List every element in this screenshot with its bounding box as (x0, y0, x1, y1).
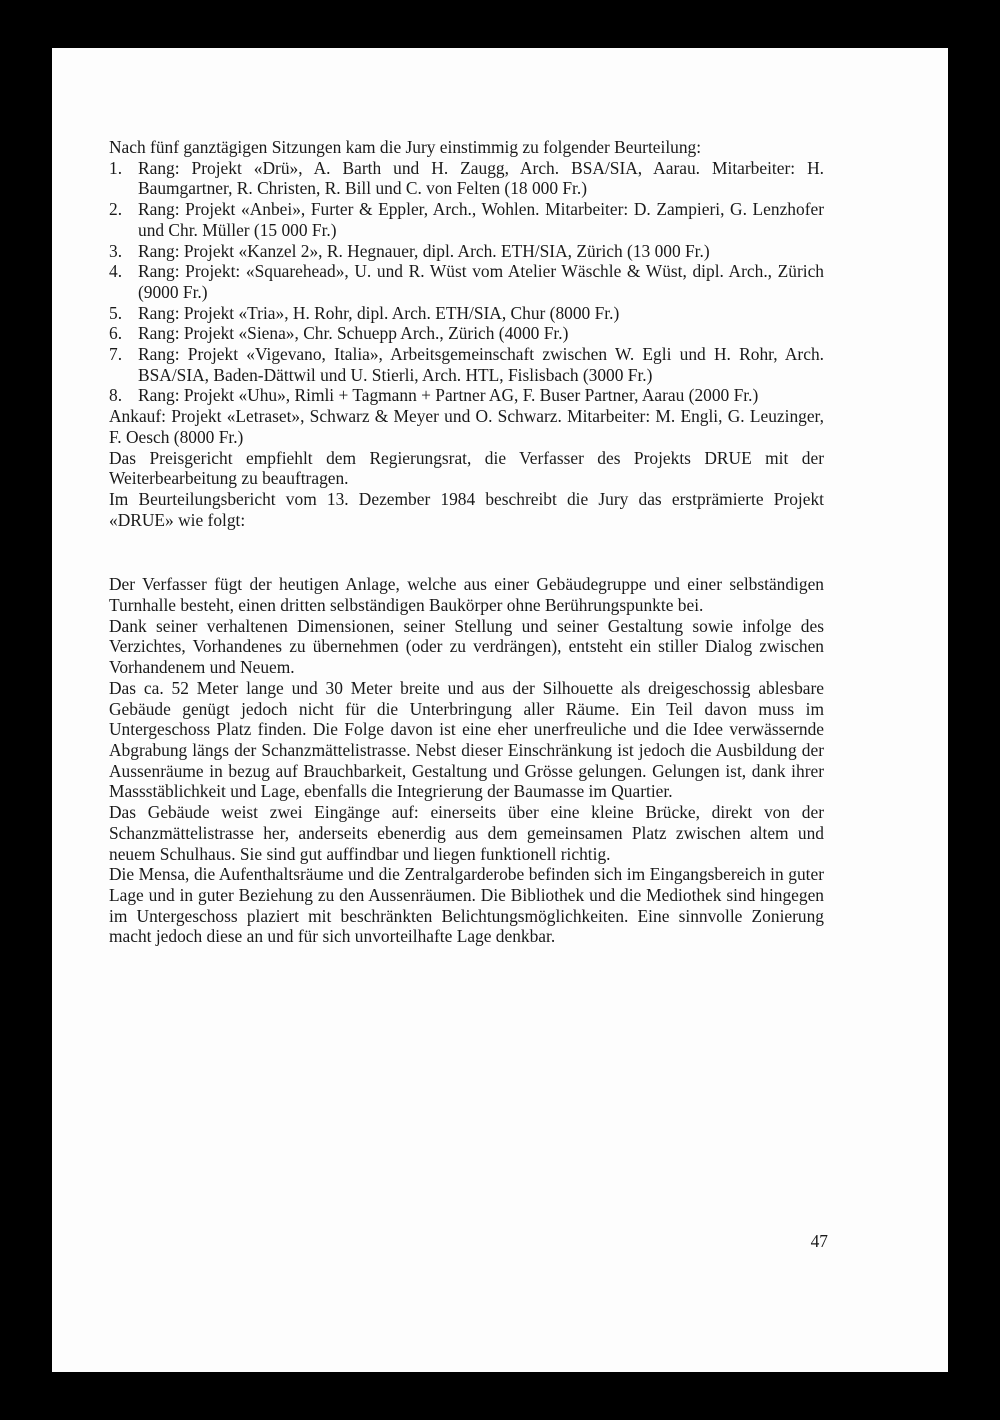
ranking-text: Rang: Projekt: «Squarehead», U. und R. Wüst vom Atelier Wäschle & Wüst, dipl. Arch., Zürich (9000 Fr.) (138, 261, 824, 302)
report-paragraph: Das Gebäude weist zwei Eingänge auf: einerseits über eine kleine Brücke, direkt von der Schanzmättelistrasse her, anderseits ebenerdig aus dem gemeinsamen Platz zwischen altem und neuem Schulhaus. Sie sind gut auffindbar und liegen funktionell richtig. (109, 802, 824, 864)
section-gap (109, 530, 824, 574)
report-paragraph: Die Mensa, die Aufenthaltsräume und die Zentralgarderobe befinden sich im Eingangsbereich in guter Lage und in guter Beziehung zu den Aussenräumen. Die Bibliothek und die Mediothek sind hingegen im Untergeschoss plaziert mit beschränkten Belichtungsmöglichkeiten. Eine sinnvolle Zonierung macht jedoch diese an und für sich unvorteilhafte Lage denkbar. (109, 864, 824, 947)
ranking-number: 8. (109, 385, 123, 406)
report-paragraph: Dank seiner verhaltenen Dimensionen, seiner Stellung und seiner Gestaltung sowie infolge des Verzichtes, Vorhandenes zu übernehmen (oder zu verdrängen), entsteht ein stiller Dialog zwischen Vorhandenem und Neuem. (109, 615, 824, 678)
ranking-item-3 (109, 241, 824, 262)
recommendation-paragraph: Das Preisgericht empfiehlt dem Regierungsrat, die Verfasser des Projekts DRUE mit der Weiterbearbeitung zu beauftragen. (109, 447, 824, 489)
ranking-list (109, 158, 824, 406)
ranking-text: Rang: Projekt «Uhu», Rimli + Tagmann + Partner AG, F. Buser Partner, Aarau (2000 Fr.) (138, 385, 759, 406)
document-page (52, 48, 948, 1372)
report-paragraph: Der Verfasser fügt der heutigen Anlage, welche aus einer Gebäudegruppe und einer selbständigen Turnhalle besteht, einen dritten selbständigen Baukörper ohne Berührungspunkte bei. (109, 574, 824, 616)
ranking-text: Rang: Projekt «Kanzel 2», R. Hegnauer, dipl. Arch. ETH/SIA, Zürich (13 000 Fr.) (138, 240, 710, 261)
ranking-item-2 (109, 199, 824, 240)
jury-report (109, 574, 824, 947)
ranking-text: Rang: Projekt «Anbei», Furter & Eppler, Arch., Wohlen. Mitarbeiter: D. Zampieri, G. Lenzhofer und Chr. Müller (15 000 Fr.) (138, 199, 824, 240)
ranking-text: Rang: Projekt «Siena», Chr. Schuepp Arch., Zürich (4000 Fr.) (138, 323, 569, 344)
ranking-item-7 (109, 344, 824, 385)
ranking-number: 2. (109, 199, 123, 220)
ranking-item-1 (109, 158, 824, 199)
page-number: 47 (810, 1231, 828, 1251)
ranking-item-4 (109, 261, 824, 302)
ranking-number: 6. (109, 323, 123, 344)
ranking-number: 3. (109, 240, 123, 261)
ranking-number: 5. (109, 302, 123, 323)
body-text (109, 137, 824, 947)
ranking-text: Rang: Projekt «Tria», H. Rohr, dipl. Arch. ETH/SIA, Chur (8000 Fr.) (138, 302, 620, 323)
ranking-number: 1. (109, 157, 123, 178)
ranking-number: 7. (109, 344, 123, 365)
ranking-text: Rang: Projekt «Drü», A. Barth und H. Zaugg, Arch. BSA/SIA, Aarau. Mitarbeiter: H. Baumgartner, R. Christen, R. Bill und C. von Felten (18 000 Fr.) (138, 157, 824, 199)
intro-paragraph: Nach fünf ganztägigen Sitzungen kam die Jury einstimmig zu folgender Beurteilung: (109, 137, 702, 157)
ranking-item-5 (109, 303, 824, 324)
report-intro-paragraph: Im Beurteilungsbericht vom 13. Dezember 1984 beschreibt die Jury das erstprämierte Projekt «DRUE» wie folgt: (109, 488, 824, 530)
ankauf-paragraph: Ankauf: Projekt «Letraset», Schwarz & Meyer und O. Schwarz. Mitarbeiter: M. Engli, G. Leuzinger, F. Oesch (8000 Fr.) (109, 406, 824, 447)
ranking-number: 4. (109, 261, 123, 282)
ranking-item-6 (109, 323, 824, 344)
report-paragraph: Das ca. 52 Meter lange und 30 Meter breite und aus der Silhouette als dreigeschossig ablesbare Gebäude genügt jedoch nicht für die Unterbringung aller Räume. Ein Teil davon muss im Untergeschoss Platz finden. Die Folge davon ist eine eher unerfreuliche und die Idee verwässernde Abgrabung längs der Schanzmättelistrasse. Nebst dieser Einschränkung ist jedoch die Ausbildung der Aussenräume in bezug auf Brauchbarkeit, Gestaltung und Grösse gelungen. Gelungen ist, dank ihrer Massstäblichkeit und Lage, ebenfalls die Integrierung der Baumasse im Quartier. (109, 677, 824, 802)
ranking-item-8 (109, 385, 824, 406)
ranking-text: Rang: Projekt «Vigevano, Italia», Arbeitsgemeinschaft zwischen W. Egli und H. Rohr, Arch. BSA/SIA, Baden-Dättwil und U. Stierli, Arch. HTL, Fislisbach (3000 Fr.) (138, 344, 824, 385)
